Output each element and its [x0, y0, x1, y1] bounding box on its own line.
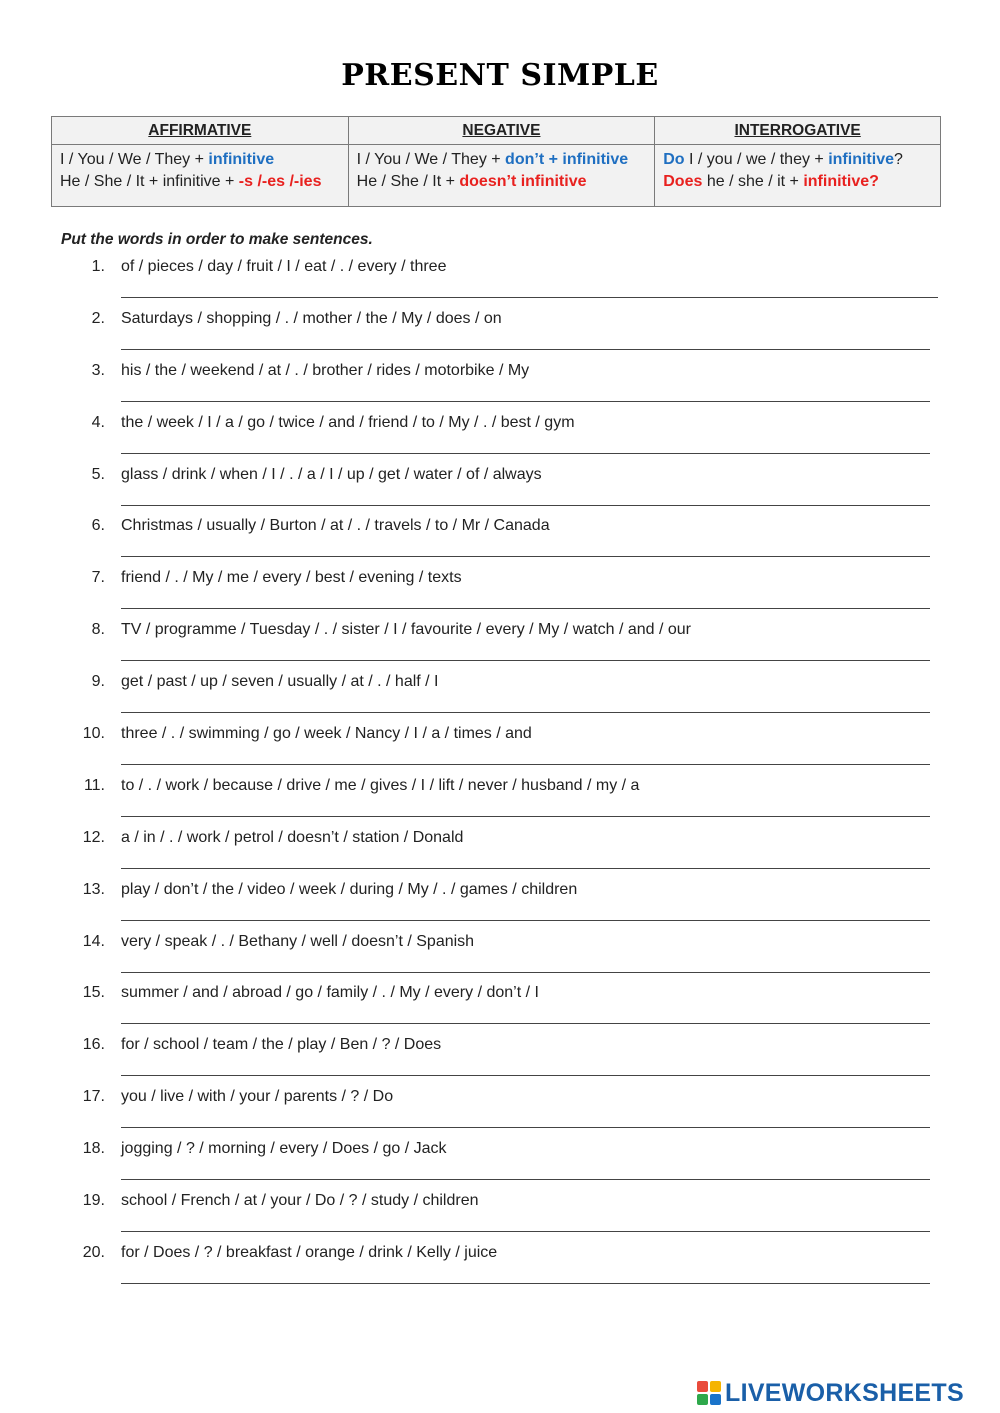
item-words: Christmas / usually / Burton / at / . / travels / to / Mr / Canada [121, 517, 550, 535]
item-words: friend / . / My / me / every / best / evening / texts [121, 569, 462, 587]
item-words: of / pieces / day / fruit / I / eat / . / every / three [121, 258, 447, 275]
item-number: 19. [82, 1192, 105, 1210]
answer-line[interactable] [121, 712, 930, 713]
interrogative-highlight: infinitive [803, 173, 870, 190]
negative-highlight: doesn’t infinitive [459, 173, 587, 190]
page-title: PRESENT SIMPLE [341, 58, 659, 93]
item-words: get / past / up / seven / usually / at / . / half / I [121, 673, 439, 691]
item-number: 15. [82, 984, 105, 1002]
logo-square [710, 1394, 721, 1405]
logo-square [710, 1381, 721, 1392]
item-number: 5. [91, 465, 105, 483]
answer-line[interactable] [121, 660, 930, 661]
exercise-item [0, 1242, 1000, 1294]
item-number: 12. [82, 828, 105, 846]
exercise-item [0, 464, 1000, 516]
table-body-row [52, 145, 941, 207]
grammar-table [51, 116, 941, 207]
header-negative: NEGATIVE [348, 117, 655, 145]
answer-line[interactable] [121, 1179, 930, 1180]
affirmative-line-1 [60, 149, 340, 171]
item-number: 6. [91, 517, 105, 535]
exercise-item [0, 879, 1000, 931]
exercise-item [0, 982, 1000, 1034]
item-words: summer / and / abroad / go / family / . / My / every / don’t / I [121, 984, 539, 1002]
exercise-item [0, 723, 1000, 775]
interrogative-line-1 [663, 149, 932, 171]
liveworksheets-logo-icon [697, 1381, 721, 1405]
answer-line[interactable] [121, 401, 930, 402]
exercise-item [0, 256, 1000, 308]
answer-line[interactable] [121, 1231, 930, 1232]
answer-line[interactable] [121, 868, 930, 869]
interrogative-highlight: Does [663, 173, 703, 190]
negative-text: I / You / We / They + [356, 151, 506, 168]
exercise-item [0, 360, 1000, 412]
answer-line[interactable] [121, 556, 930, 557]
item-number: 16. [82, 1036, 105, 1054]
item-number: 14. [82, 932, 105, 950]
interrogative-highlight: Do [663, 151, 685, 168]
brand-name: LIVEWORKSHEETS [725, 1378, 964, 1407]
exercise-item [0, 1086, 1000, 1138]
affirmative-text: I / You / We / They + [60, 151, 209, 168]
exercise-item [0, 412, 1000, 464]
interrogative-cell [655, 145, 941, 207]
item-number: 7. [91, 569, 105, 587]
exercise-item [0, 1138, 1000, 1190]
exercise-item [0, 308, 1000, 360]
answer-line[interactable] [121, 1075, 930, 1076]
interrogative-text: ? [893, 151, 903, 168]
exercise-list [0, 256, 1000, 1294]
item-words: for / Does / ? / breakfast / orange / drink / Kelly / juice [121, 1243, 498, 1261]
exercise-item [0, 567, 1000, 619]
negative-text: He / She / It + [356, 173, 460, 190]
interrogative-line-2 [663, 171, 932, 193]
answer-line[interactable] [121, 608, 930, 609]
affirmative-cell [52, 145, 349, 207]
item-words: you / live / with / your / parents / ? / Do [121, 1088, 394, 1106]
logo-square [697, 1381, 708, 1392]
interrogative-text: ? [869, 173, 879, 190]
item-number: 3. [91, 361, 105, 379]
exercise-item [0, 1190, 1000, 1242]
item-words: a / in / . / work / petrol / doesn’t / station / Donald [121, 828, 464, 846]
item-words: play / don’t / the / video / week / during / My / . / games / children [121, 880, 578, 898]
item-number: 11. [83, 776, 105, 794]
item-number: 4. [91, 413, 105, 431]
answer-line[interactable] [121, 920, 930, 921]
interrogative-text: he / she / it + [702, 173, 804, 190]
item-words: TV / programme / Tuesday / . / sister / I / favourite / every / My / watch / and / our [121, 621, 691, 639]
item-words: Saturdays / shopping / . / mother / the / My / does / on [121, 309, 502, 327]
interrogative-text: I / you / we / they + [684, 151, 829, 168]
exercise-item [0, 515, 1000, 567]
item-words: very / speak / . / Bethany / well / doesn’t / Spanish [121, 932, 475, 950]
item-number: 9. [91, 673, 105, 691]
table-header-row [52, 117, 941, 145]
answer-line[interactable] [121, 349, 930, 350]
answer-line[interactable] [121, 972, 930, 973]
item-number: 18. [82, 1140, 105, 1158]
exercise-item [0, 1034, 1000, 1086]
answer-line[interactable] [121, 297, 938, 298]
item-words: three / . / swimming / go / week / Nancy / I / a / times / and [121, 725, 532, 743]
affirmative-highlight: infinitive [208, 151, 275, 168]
item-number: 1. [91, 258, 105, 275]
answer-line[interactable] [121, 505, 930, 506]
answer-line[interactable] [121, 816, 930, 817]
item-number: 20. [82, 1243, 105, 1261]
item-number: 13. [82, 880, 105, 898]
brand-footer [697, 1378, 964, 1408]
answer-line[interactable] [121, 453, 930, 454]
logo-square [697, 1394, 708, 1405]
instruction: Put the words in order to make sentences. [61, 231, 373, 248]
negative-cell [348, 145, 655, 207]
answer-line[interactable] [121, 1023, 930, 1024]
exercise-item [0, 671, 1000, 723]
header-interrogative: INTERROGATIVE [655, 117, 941, 145]
item-words: glass / drink / when / I / . / a / I / up / get / water / of / always [121, 465, 542, 483]
item-words: for / school / team / the / play / Ben / ? / Does [121, 1036, 442, 1054]
negative-line-2 [357, 171, 647, 193]
item-number: 8. [91, 621, 105, 639]
exercise-item [0, 931, 1000, 983]
exercise-item [0, 775, 1000, 827]
interrogative-highlight: infinitive [828, 151, 894, 168]
item-words: to / . / work / because / drive / me / gives / I / lift / never / husband / my / a [121, 776, 640, 794]
affirmative-highlight: -s /-es /-ies [238, 173, 322, 190]
item-words: his / the / weekend / at / . / brother / rides / motorbike / My [121, 361, 530, 379]
exercise-item [0, 619, 1000, 671]
item-words: school / French / at / your / Do / ? / study / children [121, 1192, 479, 1210]
negative-line-1 [357, 149, 647, 171]
negative-highlight: don’t + infinitive [505, 151, 629, 168]
answer-line[interactable] [121, 1283, 930, 1284]
item-words: jogging / ? / morning / every / Does / go / Jack [121, 1140, 447, 1158]
item-words: the / week / I / a / go / twice / and / friend / to / My / . / best / gym [121, 413, 575, 431]
item-number: 2. [91, 309, 105, 327]
exercise-item [0, 827, 1000, 879]
answer-line[interactable] [121, 764, 930, 765]
affirmative-line-2 [60, 171, 340, 193]
item-number: 17. [82, 1088, 105, 1106]
answer-line[interactable] [121, 1127, 930, 1128]
item-number: 10. [82, 725, 105, 743]
header-affirmative: AFFIRMATIVE [52, 117, 349, 145]
affirmative-text: He / She / It + infinitive + [60, 173, 239, 190]
